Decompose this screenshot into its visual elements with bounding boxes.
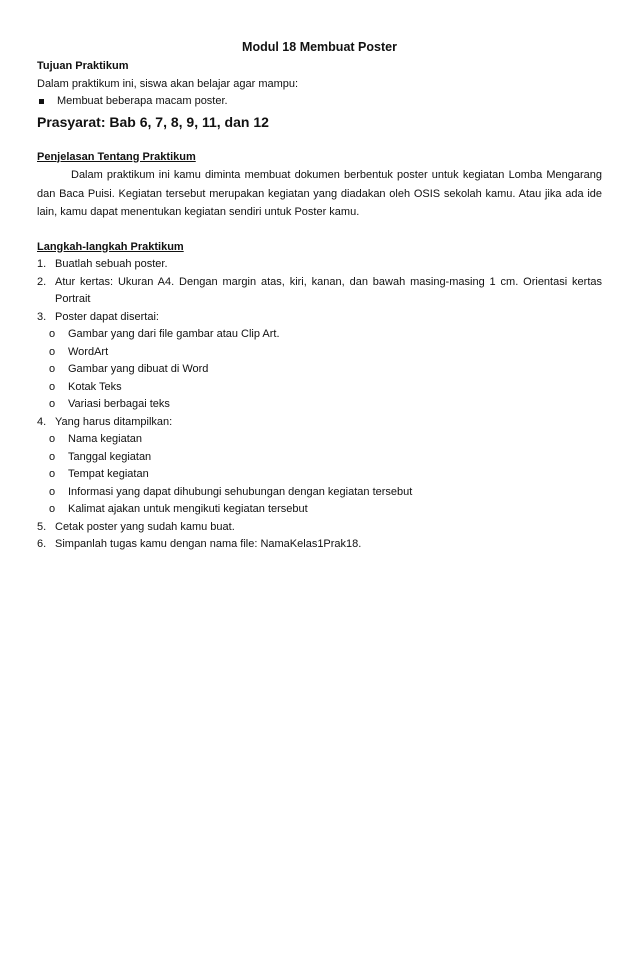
step-number: 2. <box>37 275 47 288</box>
sub-item-text: Gambar yang dari file gambar atau Clip Art. <box>68 328 280 340</box>
circle-bullet-icon: o <box>49 363 56 375</box>
sub-item-text: WordArt <box>68 345 109 358</box>
step-item <box>37 536 602 554</box>
sub-list-item <box>37 449 602 467</box>
sub-list-step-3 <box>37 326 602 414</box>
spacer <box>37 222 602 239</box>
steps-list <box>37 519 602 554</box>
penjelasan-heading: Penjelasan Tentang Praktikum <box>37 150 196 163</box>
sub-list-item <box>37 379 602 397</box>
sub-item-text: Variasi berbagai teks <box>68 398 170 410</box>
sub-list-item <box>37 466 602 484</box>
step-item <box>37 309 602 327</box>
sub-list-item <box>37 344 602 362</box>
tujuan-bullet-item <box>37 93 602 111</box>
step-text: Cetak poster yang sudah kamu buat. <box>55 520 235 533</box>
step-number: 1. <box>37 258 47 270</box>
step-number: 6. <box>37 538 47 550</box>
step-number: 4. <box>37 415 47 428</box>
step-item <box>37 274 602 309</box>
sub-item-text: Gambar yang dibuat di Word <box>68 363 209 375</box>
circle-bullet-icon: o <box>49 503 56 515</box>
circle-bullet-icon: o <box>49 345 56 358</box>
sub-item-text: Kotak Teks <box>68 380 122 393</box>
step-text: Buatlah sebuah poster. <box>55 258 168 270</box>
circle-bullet-icon: o <box>49 450 56 463</box>
sub-list-step-4 <box>37 431 602 519</box>
sub-item-text: Nama kegiatan <box>68 433 142 445</box>
sub-list-item <box>37 396 602 414</box>
circle-bullet-icon: o <box>49 433 56 445</box>
step-text: Simpanlah tugas kamu dengan nama file: NamaKelas1Prak18. <box>55 538 362 550</box>
step-item <box>37 519 602 537</box>
step-item <box>37 256 602 274</box>
tujuan-intro: Dalam praktikum ini, siswa akan belajar agar mampu: <box>37 77 299 90</box>
sub-list-item <box>37 501 602 519</box>
sub-item-text: Tanggal kegiatan <box>68 450 152 463</box>
step-number: 5. <box>37 520 47 533</box>
steps-list <box>37 256 602 326</box>
tujuan-heading: Tujuan Praktikum <box>37 60 129 72</box>
circle-bullet-icon: o <box>49 398 56 410</box>
circle-bullet-icon: o <box>49 468 56 480</box>
steps-list <box>37 414 602 432</box>
penjelasan-paragraph: Dalam praktikum ini kamu diminta membuat dokumen berbentuk poster untuk kegiatan Lomba Mengarang dan Baca Puisi. Kegiatan tersebut merupakan kegiatan yang diadakan oleh OSIS sekolah kamu. Atau jika ada ide lain, kamu dapat menentukan kegiatan sendiri untuk Poster kamu. <box>37 169 602 218</box>
step-text: Yang harus ditampilkan: <box>55 415 173 428</box>
circle-bullet-icon: o <box>49 328 56 340</box>
sub-list-item <box>37 484 602 502</box>
step-text: Atur kertas: Ukuran A4. Dengan margin atas, kiri, kanan, dan bawah masing-masing 1 cm. Orientasi kertas Portrait <box>55 275 602 305</box>
sub-list-item <box>37 326 602 344</box>
tujuan-bullet-list <box>37 93 602 111</box>
langkah-heading: Langkah-langkah Praktikum <box>37 240 184 253</box>
document-title: Modul 18 Membuat Poster <box>242 40 397 54</box>
sub-item-text: Informasi yang dapat dihubungi sehubungan dengan kegiatan tersebut <box>68 485 413 498</box>
step-item <box>37 414 602 432</box>
tujuan-bullet-text: Membuat beberapa macam poster. <box>57 95 228 107</box>
step-text: Poster dapat disertai: <box>55 310 159 323</box>
sub-list-item <box>37 431 602 449</box>
circle-bullet-icon: o <box>49 380 56 393</box>
square-bullet-icon <box>39 99 44 104</box>
sub-item-text: Kalimat ajakan untuk mengikuti kegiatan tersebut <box>68 503 308 515</box>
spacer <box>37 132 602 149</box>
sub-list-item <box>37 361 602 379</box>
circle-bullet-icon: o <box>49 485 56 498</box>
step-number: 3. <box>37 310 47 323</box>
prerequisites: Prasyarat: Bab 6, 7, 8, 9, 11, dan 12 <box>37 113 269 130</box>
sub-item-text: Tempat kegiatan <box>68 468 149 480</box>
document-page <box>37 38 602 554</box>
